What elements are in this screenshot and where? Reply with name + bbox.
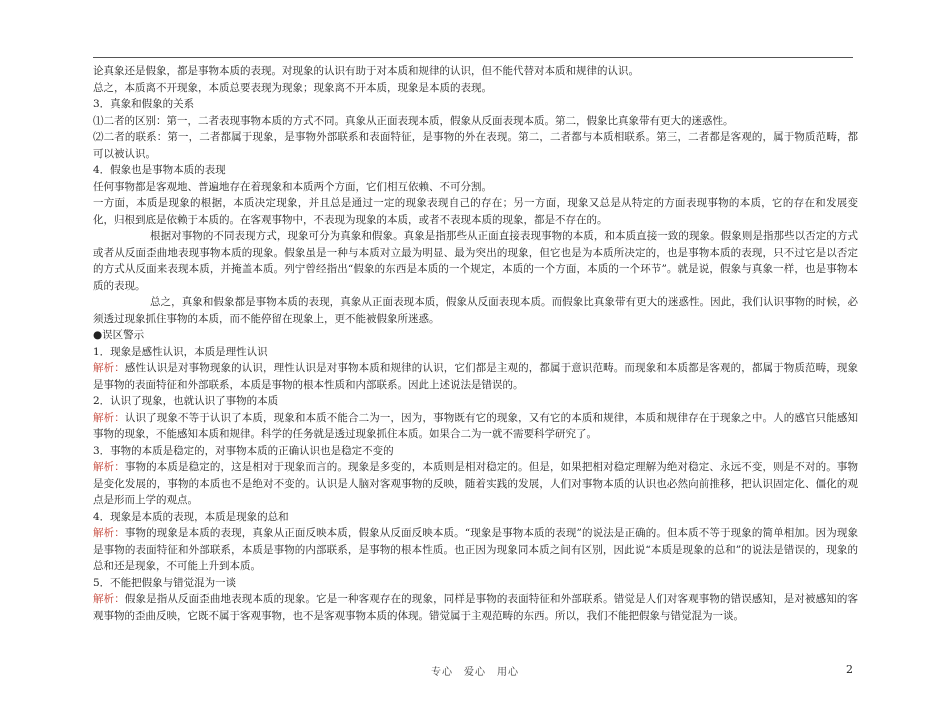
paragraph: [93, 443, 858, 460]
analysis-label: 解析：: [93, 411, 125, 424]
paragraph: [93, 162, 858, 179]
paragraph: [93, 393, 858, 410]
paragraph-text: 论真象还是假象，都是事物本质的表现。对现象的认识有助于对本质和规律的认识，但不能代替对本质和规律的认识。: [93, 65, 639, 77]
paragraph-text: 3．事物的本质是稳定的，对事物本质的正确认识也是稳定不变的: [93, 444, 394, 457]
analysis-label: 解析：: [93, 461, 125, 473]
paragraph-text: 根据对事物的不同表现方式，现象可分为真象和假象。真象是指那些从正面直接表现事物的本质，和本质直接一致的现象。假象则是指那些以否定的方式或者从反面歪曲地表现事物本质的现象。假象虽是一种与本质对立最为明显、最为突出的现象，但它也是为本质所决定的，也是事物本质的表现，只不过它是以否定的方式从反面来表现本质，并掩盖本质。列宁曾经指出“假象的东西是本质的一个规定，本质的一个方面，本质的一个环节”。就是说，假象与真象一样，也是事物本质的表现。: [93, 230, 858, 292]
paragraph-text: 5．不能把假象与错觉混为一谈: [93, 576, 237, 589]
document-body: [93, 63, 858, 624]
paragraph: [93, 459, 858, 509]
paragraph: [93, 80, 858, 97]
paragraph-text: 1．现象是感性认识，本质是理性认识: [93, 345, 268, 358]
paragraph: [93, 294, 858, 327]
paragraph: [93, 63, 858, 80]
paragraph-text: 事物的现象是本质的表现，真象从正面反映本质，假象从反面反映本质。“现象是事物本质的表现”的说法是正确的。但本质不等于现象的简单相加。因为现象是事物的表面特征和外部联系，本质是事物的内部联系，是事物的根本性质。也正因为现象同本质之间有区别，因此说“本质是现象的总和”的说法是错误的，现象的总和还是现象，不可能上升到本质。: [93, 527, 859, 572]
paragraph-text: ⑴二者的区别：第一，二者表现事物本质的方式不同。真象从正面表现本质，假象从反面表现本质。第二，假象比真象带有更大的迷惑性。: [93, 114, 734, 127]
paragraph-text: 3．真象和假象的关系: [93, 98, 195, 110]
paragraph-text: 总之，真象和假象都是事物本质的表现，真象从正面表现本质，假象从反面表现本质。而假象比真象带有更大的迷惑性。因此，我们认识事物的时候，必须透过现象抓住事物的本质，而不能停留在现象上，更不能被假象所迷惑。: [93, 296, 858, 325]
paragraph: [93, 360, 858, 393]
page-number: 2: [846, 663, 853, 676]
header-rule: [93, 57, 853, 58]
paragraph-text: 4．现象是本质的表现，本质是现象的总和: [93, 510, 289, 523]
paragraph-text: 假象是指从反面歪曲地表现本质的现象。它是一种客观存在的现象，同样是事物的表面特征和外部联系。错觉是人们对客观事物的错误感知，是对被感知的客观事物的歪曲反映，它既不属于客观事物，也不是客观事物本质的体现。错觉属于主观范畴的东西。所以，我们不能把假象与错觉混为一谈。: [93, 593, 859, 622]
paragraph: [93, 179, 858, 196]
analysis-label: 解析：: [93, 593, 125, 605]
paragraph: [93, 96, 858, 113]
paragraph-text: 任何事物都是客观地、普遍地存在着现象和本质两个方面，它们相互依赖、不可分割。: [93, 180, 492, 193]
paragraph: [93, 410, 858, 443]
paragraph-text: ⑵二者的联系：第一，二者都属于现象，是事物外部联系和表面特征，是事物的外在表现。第二，二者都与本质相联系。第三，二者都是客观的，属于物质范畴，都可以被认识。: [93, 131, 858, 160]
paragraph-text: 认识了现象不等于认识了本质，现象和本质不能合二为一，因为，事物既有它的现象，又有它的本质和规律，本质和规律存在于现象之中。人的感官只能感知事物的现象，不能感知本质和规律。科学的任务就是透过现象抓住本质。如果合二为一就不需要科学研究了。: [93, 411, 859, 440]
paragraph-text: ●误区警示: [93, 329, 145, 341]
paragraph-text: 4．假象也是事物本质的表现: [93, 164, 226, 176]
analysis-label: 解析：: [93, 527, 125, 539]
paragraph: [93, 509, 858, 526]
paragraph: [93, 129, 858, 162]
paragraph: [93, 113, 858, 130]
paragraph: [93, 575, 858, 592]
paragraph-text: 感性认识是对事物现象的认识，理性认识是对事物本质和规律的认识，它们都是主观的，都属于意识范畴。而现象和本质都是客观的，都属于物质范畴，现象是事物的表面特征和外部联系，本质是事物的根本性质和内部联系。因此上述说法是错误的。: [93, 362, 859, 391]
paragraph: [93, 344, 858, 361]
paragraph: [93, 195, 858, 228]
paragraph-text: 事物的本质是稳定的，这是相对于现象而言的。现象是多变的，本质则是相对稳定的。但是，如果把相对稳定理解为绝对稳定、永远不变，则是不对的。事物是变化发展的，事物的本质也不是绝对不变的。认识是人脑对客观事物的反映，随着实践的发展，人们对事物本质的认识也必然向前推移，把认识固定化、僵化的观点是形而上学的观点。: [93, 461, 859, 506]
analysis-label: 解析：: [93, 362, 125, 374]
paragraph-text: 一方面，本质是现象的根据，本质决定现象，并且总是通过一定的现象表现自己的存在；另一方面，现象又总是从特定的方面表现事物的本质，它的存在和发展变化，归根到底是依赖于本质的。在客观事物中，不表现为现象的本质，或者不表现本质的现象，都是不存在的。: [93, 197, 858, 226]
paragraph: [93, 327, 858, 344]
paragraph: [93, 591, 858, 624]
paragraph-text: 总之，本质离不开现象，本质总要表现为现象；现象离不开本质，现象是本质的表现。: [93, 81, 492, 94]
footer-slogan: 专心 爱心 用心: [431, 667, 519, 678]
paragraph-text: 2．认识了现象，也就认识了事物的本质: [93, 395, 279, 407]
paragraph: [93, 228, 858, 294]
paragraph: [93, 525, 858, 575]
